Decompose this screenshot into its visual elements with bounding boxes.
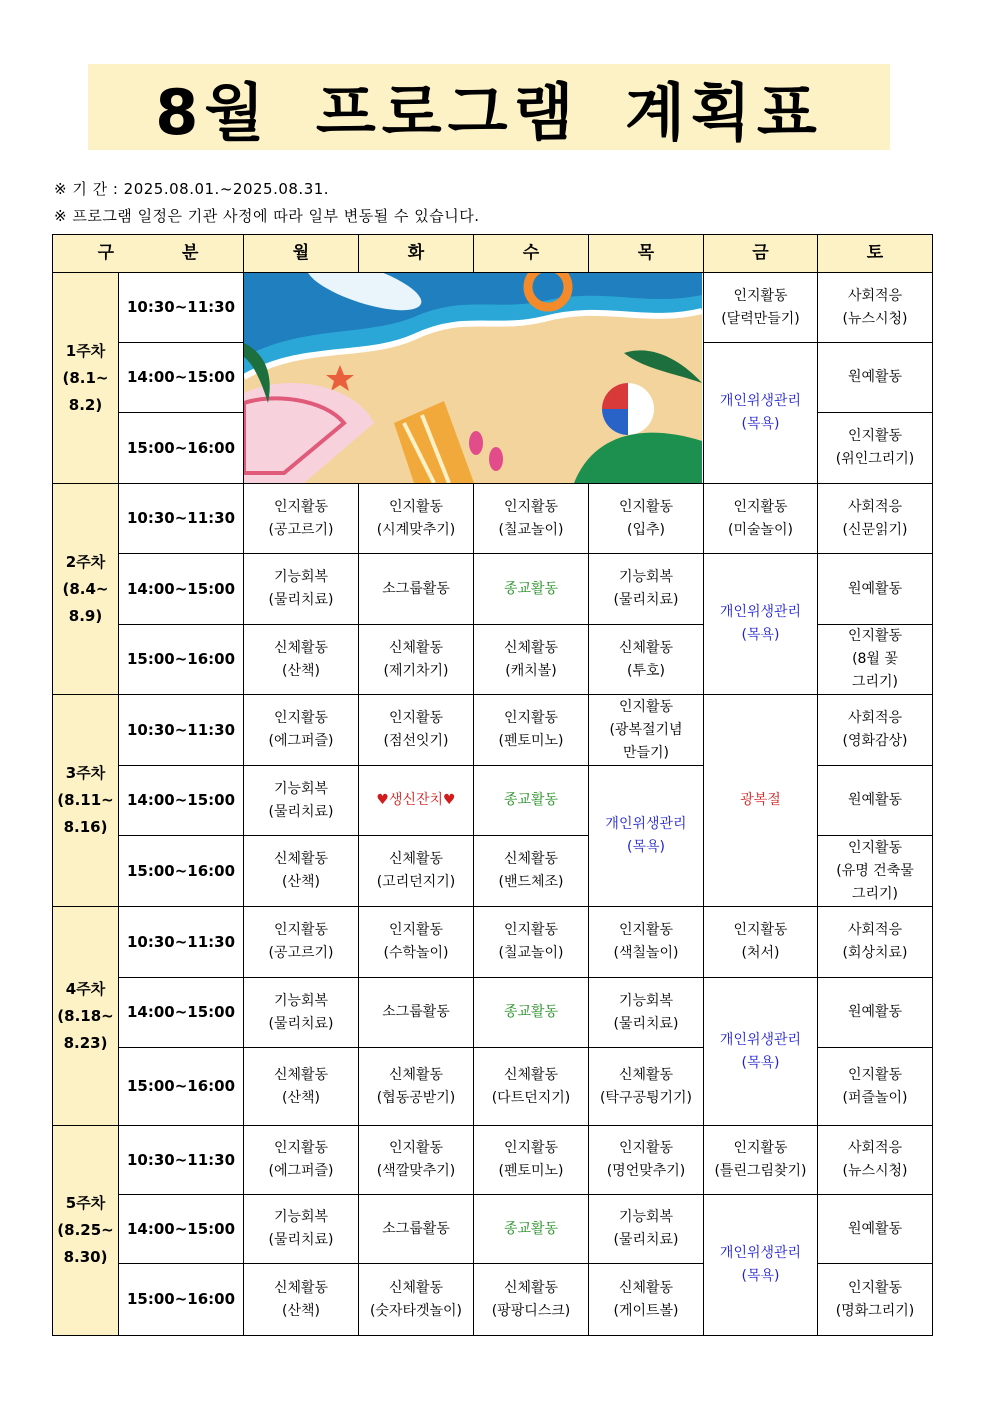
time-slot: 14:00~15:00 [119,343,244,413]
time-slot: 14:00~15:00 [119,766,244,836]
page-title: 8월 프로그램 계획표 [155,75,823,149]
table-row [53,484,933,554]
cell: 사회적응 (회상치료) [818,907,933,978]
cell: 신체활동 (산책) [244,1264,359,1336]
wed-header: 수 [474,235,589,273]
religion-cell: 종교활동 [474,554,589,625]
table-row [53,1195,933,1264]
table-row [53,273,933,343]
cell: 신체활동 (숫자타겟놀이) [359,1264,474,1336]
religion-cell: 종교활동 [474,766,589,836]
cell: 신체활동 (다트던지기) [474,1048,589,1126]
cell: 신체활동 (탁구공튕기기) [589,1048,704,1126]
cell: 기능회복 (물리치료) [244,766,359,836]
cell: 인지활동 (시계맞추기) [359,484,474,554]
week-label: 4주차 (8.18~ 8.23) [53,907,119,1126]
cell: 신체활동 (협동공받기) [359,1048,474,1126]
hygiene-cell: 개인위생관리 (목욕) [704,343,818,484]
hygiene-cell: 개인위생관리 (목욕) [704,1195,818,1336]
birthday-party-label: 생신잔치 [388,792,444,808]
tue-header: 화 [359,235,474,273]
time-slot: 15:00~16:00 [119,1048,244,1126]
cell: 신체활동 (팡팡디스크) [474,1264,589,1336]
cell: 신체활동 (산책) [244,625,359,695]
beach-illustration [244,273,704,484]
week-label: 2주차 (8.4~ 8.9) [53,484,119,695]
holiday-cell: 광복절 [704,695,818,907]
cell: 인지활동 (명언맞추기) [589,1126,704,1195]
cell: 원예활동 [818,1195,933,1264]
sat-header: 토 [818,235,933,273]
cell: 인지활동 (퍼즐놀이) [818,1048,933,1126]
time-slot: 10:30~11:30 [119,907,244,978]
cell: 신체활동 (산책) [244,1048,359,1126]
cell: 인지활동 (미술놀이) [704,484,818,554]
table-row [53,978,933,1048]
cell: 인지활동 (에그퍼즐) [244,695,359,766]
cell: 인지활동 (색칠놀이) [589,907,704,978]
cell: 인지활동 (칠교놀이) [474,907,589,978]
cell: 사회적응 (뉴스시청) [818,273,933,343]
cell: 원예활동 [818,554,933,625]
time-slot: 15:00~16:00 [119,413,244,484]
period-note: ※ 기 간 : 2025.08.01.~2025.08.31. [54,180,330,198]
time-slot: 15:00~16:00 [119,625,244,695]
time-slot: 14:00~15:00 [119,554,244,625]
table-row [53,554,933,625]
cell: 신체활동 (투호) [589,625,704,695]
cell: 사회적응 (영화감상) [818,695,933,766]
cell: 인지활동 (공고르기) [244,484,359,554]
header-row [53,235,933,273]
cell: 인지활동 (펜토미노) [474,1126,589,1195]
cell: 원예활동 [818,766,933,836]
fri-header: 금 [704,235,818,273]
week-label: 5주차 (8.25~ 8.30) [53,1126,119,1336]
time-slot: 10:30~11:30 [119,484,244,554]
time-slot: 10:30~11:30 [119,1126,244,1195]
time-slot: 14:00~15:00 [119,978,244,1048]
cell: 기능회복 (물리치료) [589,1195,704,1264]
table-row [53,1126,933,1195]
time-slot: 14:00~15:00 [119,1195,244,1264]
cell: 원예활동 [818,978,933,1048]
cell: 인지활동 (위인그리기) [818,413,933,484]
cell: 기능회복 (물리치료) [244,1195,359,1264]
thu-header: 목 [589,235,704,273]
schedule-table [52,234,933,1336]
cell: 인지활동 (달력만들기) [704,273,818,343]
cell: 인지활동 (처서) [704,907,818,978]
cell: 인지활동 (틀린그림찾기) [704,1126,818,1195]
cell: 인지활동 (색깔맞추기) [359,1126,474,1195]
cell: 인지활동 (펜토미노) [474,695,589,766]
hygiene-cell: 개인위생관리 (목욕) [589,766,704,907]
cell: 신체활동 (밴드체조) [474,836,589,907]
cell: 신체활동 (고리던지기) [359,836,474,907]
title-banner [88,64,890,150]
division-header: 구 분 [53,235,244,273]
cell: 신체활동 (게이트볼) [589,1264,704,1336]
cell: 기능회복 (물리치료) [244,978,359,1048]
cell: 소그룹활동 [359,554,474,625]
cell: 소그룹활동 [359,978,474,1048]
cell: 사회적응 (신문읽기) [818,484,933,554]
cell: 소그룹활동 [359,1195,474,1264]
heart-icon: ♥ [376,792,389,808]
cell: 인지활동 (입추) [589,484,704,554]
cell: 원예활동 [818,343,933,413]
cell: 인지활동 (에그퍼즐) [244,1126,359,1195]
cell: 인지활동 (8월 꽃 그리기) [818,625,933,695]
hygiene-cell: 개인위생관리 (목욕) [704,978,818,1126]
hygiene-cell: 개인위생관리 (목욕) [704,554,818,695]
disclaimer-note: ※ 프로그램 일정은 기관 사정에 따라 일부 변동될 수 있습니다. [54,207,480,225]
cell: 인지활동 (광복절기념 만들기) [589,695,704,766]
time-slot: 10:30~11:30 [119,695,244,766]
cell: 기능회복 (물리치료) [589,554,704,625]
cell: 인지활동 (점선잇기) [359,695,474,766]
cell: 인지활동 (유명 건축물 그리기) [818,836,933,907]
cell: 사회적응 (뉴스시청) [818,1126,933,1195]
mon-header: 월 [244,235,359,273]
table-row [53,907,933,978]
week-label: 3주차 (8.11~ 8.16) [53,695,119,907]
table-row [53,695,933,766]
cell: 인지활동 (칠교놀이) [474,484,589,554]
week-label: 1주차 (8.1~ 8.2) [53,273,119,484]
heart-icon: ♥ [443,792,456,808]
cell: 신체활동 (산책) [244,836,359,907]
cell: 기능회복 (물리치료) [589,978,704,1048]
cell: 인지활동 (공고르기) [244,907,359,978]
cell: 인지활동 (명화그리기) [818,1264,933,1336]
cell: 신체활동 (제기차기) [359,625,474,695]
religion-cell: 종교활동 [474,1195,589,1264]
time-slot: 10:30~11:30 [119,273,244,343]
time-slot: 15:00~16:00 [119,836,244,907]
religion-cell: 종교활동 [474,978,589,1048]
cell: 인지활동 (수학놀이) [359,907,474,978]
beach-illustration-image [244,273,702,483]
cell: 기능회복 (물리치료) [244,554,359,625]
cell: 신체활동 (캐치볼) [474,625,589,695]
time-slot: 15:00~16:00 [119,1264,244,1336]
birthday-party-cell [359,766,474,836]
